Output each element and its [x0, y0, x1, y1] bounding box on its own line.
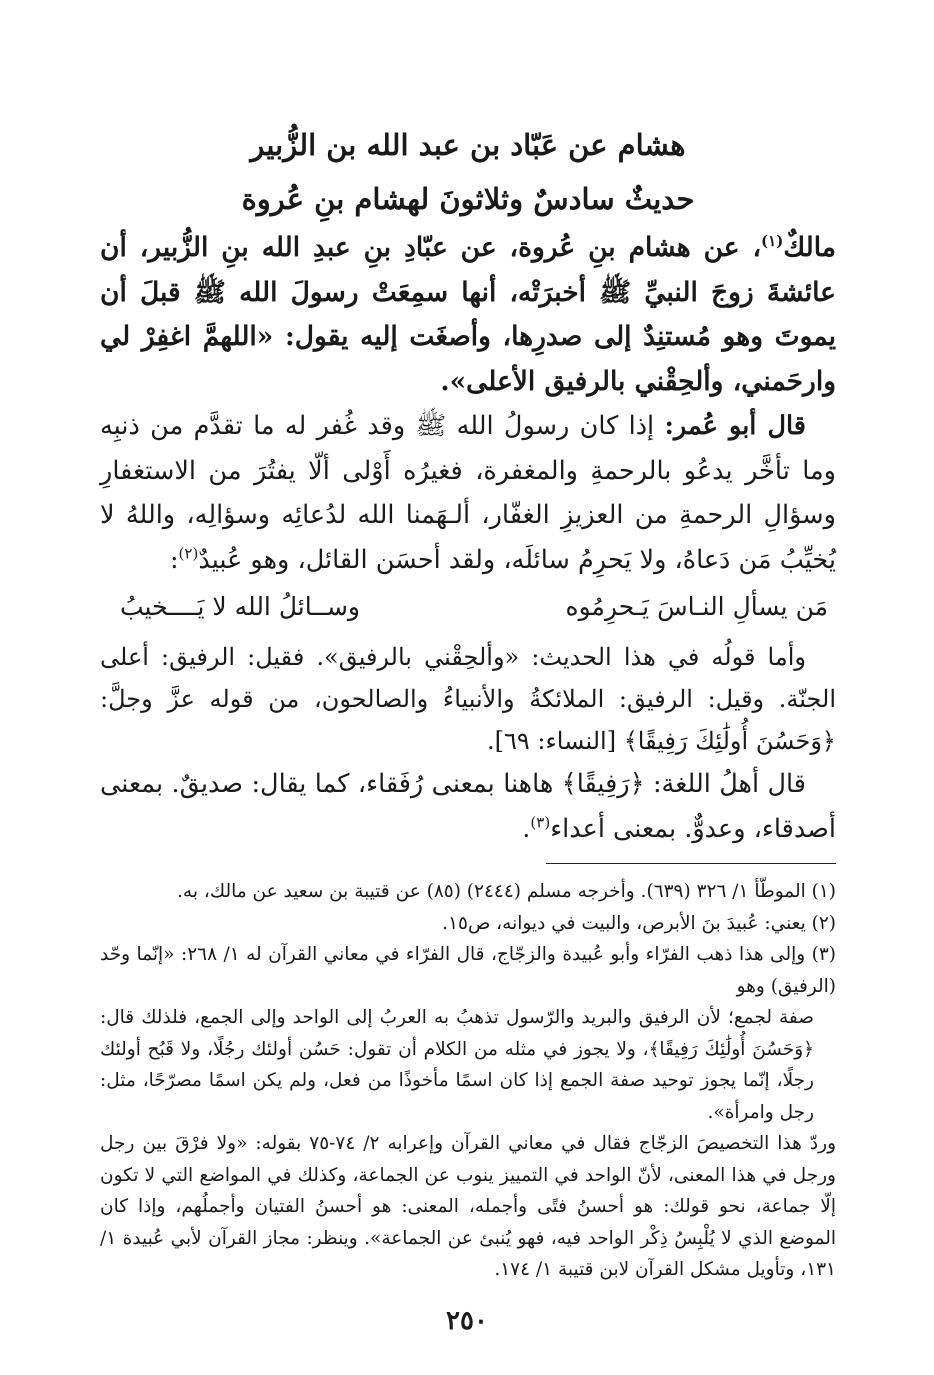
commentary-lead: قال أبو عُمر:: [664, 411, 806, 441]
commentary-after: :: [169, 544, 179, 575]
language-after: .: [522, 813, 531, 844]
language-text: قال أهلُ اللغة: ﴿رَفِيقًا﴾ هاهنا بمعنى رُفَقاء، كما يقال: صديقٌ. بمعنى أصدقاء، وعدوٌّ. بمعنى أعداء: [100, 769, 836, 844]
page-number: ٢٥٠: [446, 1306, 488, 1336]
section-title: هشام عن عَبّاد بن عبد الله بن الزُّبير: [250, 128, 686, 162]
section-subtitle: حديثٌ سادسٌ وثلاثونَ لهشام بنِ عُروة: [241, 182, 695, 216]
hadith-paragraph: [100, 226, 836, 404]
footnote-1: (١) الموطّأ ١/ ٣٢٦ (٦٣٩). وأخرجه مسلم (٢٤٤٤) (٨٥) عن قتيبة بن سعيد عن مالك، به.: [177, 881, 836, 902]
poetry-verse: [120, 584, 828, 630]
explanation-paragraph: وأما قولُه في هذا الحديث: «وألحِقْني بالرفيق». فقيل: الرفيق: أعلى الجنّة. وقيل: الرفيق: الملائكةُ والأنبياءُ والصالحون، من قوله عزَّ وجلَّ: ﴿وَحَسُنَ أُولَٰئِكَ رَفِيقًا﴾ [النساء: ٦٩].: [100, 643, 836, 755]
verse-second-hemistich: وســائلُ الله لا يَــــخيبُ: [120, 592, 361, 621]
footnote-2: (٢) يعني: عُبيدَ بنَ الأبرص، والبيت في ديوانه، ص١٥.: [442, 912, 836, 934]
footnote-3-continuation: صفة لجمع؛ لأن الرفيق والبريد والرّسول تذهبُ به العربُ إلى الواحد وإلى الجمع، فلذلك قال: ﴿وَحَسُنَ أُولَٰئِكَ رَفِيقًا﴾، ولا يجوز في مثله من الكلام أن تقول: حَسُن أولئك رجُلًا، ولا قَبُح أولئك رجلًا، إنّما يجوز توحيد صفة الجمع إذا كان اسمًا مأخوذًا من فعل، ولم يكن اسمًا مصرّحًا، مثل: رجل وامرأة».: [100, 1007, 814, 1123]
hadith-lead: مالكٌ: [783, 232, 836, 263]
footnote-divider: [546, 863, 836, 864]
footnote-3-more: وردّ هذا التخصيصَ الزجّاج فقال في معاني القرآن وإعرابه ٢/ ٧٤-٧٥ بقوله: «ولا فرْقَ بين رجل ورجل في هذا المعنى، لأنّ الواحد في التمييز ينوب عن الجماعة، وكذلك في المواضع التي لا تكون إلّا جماعة، نحو قولك: هو أحسنُ فتًى وأجمله، المعنى: هو أحسنُ الفتيان وأجملُهم، وإذا كان الموضع الذي لا يُلْبِسُ ذِكْر الواحد فيه، فهو يُنبئ عن الجماعة». وينظر: مجاز القرآن لأبي عُبيدة ١/ ١٣١، وتأويل مشكل القرآن لابن قتيبة ١/ ١٧٤.: [100, 1133, 836, 1280]
commentary-text: إذا كان رسولُ الله ﷺ وقد غُفر له ما تقدَّم من ذنبِه وما تأخَّر يدعُو بالرحمةِ والمغفرة، فغيرُه أَوْلى ألّا يفتُرَ من الاستغفارِ وسؤالِ الرحمةِ من العزيزِ الغفّار، ألـهَمنا الله لدُعائِه وسؤالِه، واللهُ لا يُخيِّبُ مَن دَعاهُ، ولا يَحرِمُ سائلَه، ولقد أحسَن القائل، وهو عُبيدٌ: [100, 411, 836, 575]
footnote-ref-2[interactable]: (٢): [178, 544, 199, 562]
hadith-text: ، عن هشام بنِ عُروة، عن عبّادِ بنِ عبدِ الله بنِ الزُّبير، أن عائشةَ زوجَ النبيِّ ﷺ أخبرَتْه، أنها سمِعَتْ رسولَ الله ﷺ قبلَ أن يموتَ وهو مُستنِدٌ إلى صدرِها، وأصغَت إليه يقول: «اللهمَّ اغفِرْ لي وارحَمني، وألحِقْني بالرفيق الأعلى».: [100, 232, 836, 397]
footnote-ref-1[interactable]: (١): [761, 232, 784, 251]
footnotes: [100, 876, 836, 1286]
verse-first-hemistich: مَن يسألِ النـاسَ يَـحرِمُوه: [565, 592, 828, 621]
language-paragraph: [100, 762, 836, 851]
commentary-paragraph: [100, 404, 836, 582]
footnote-ref-3[interactable]: (٣): [530, 813, 551, 831]
footnote-3-intro: (٣) وإلى هذا ذهب الفرّاء وأبو عُبيدة والزجّاج، قال الفرّاء في معاني القرآن له ١/ ٢٦٨: «إنّما وحّد (الرفيق) وهو: [100, 944, 836, 997]
